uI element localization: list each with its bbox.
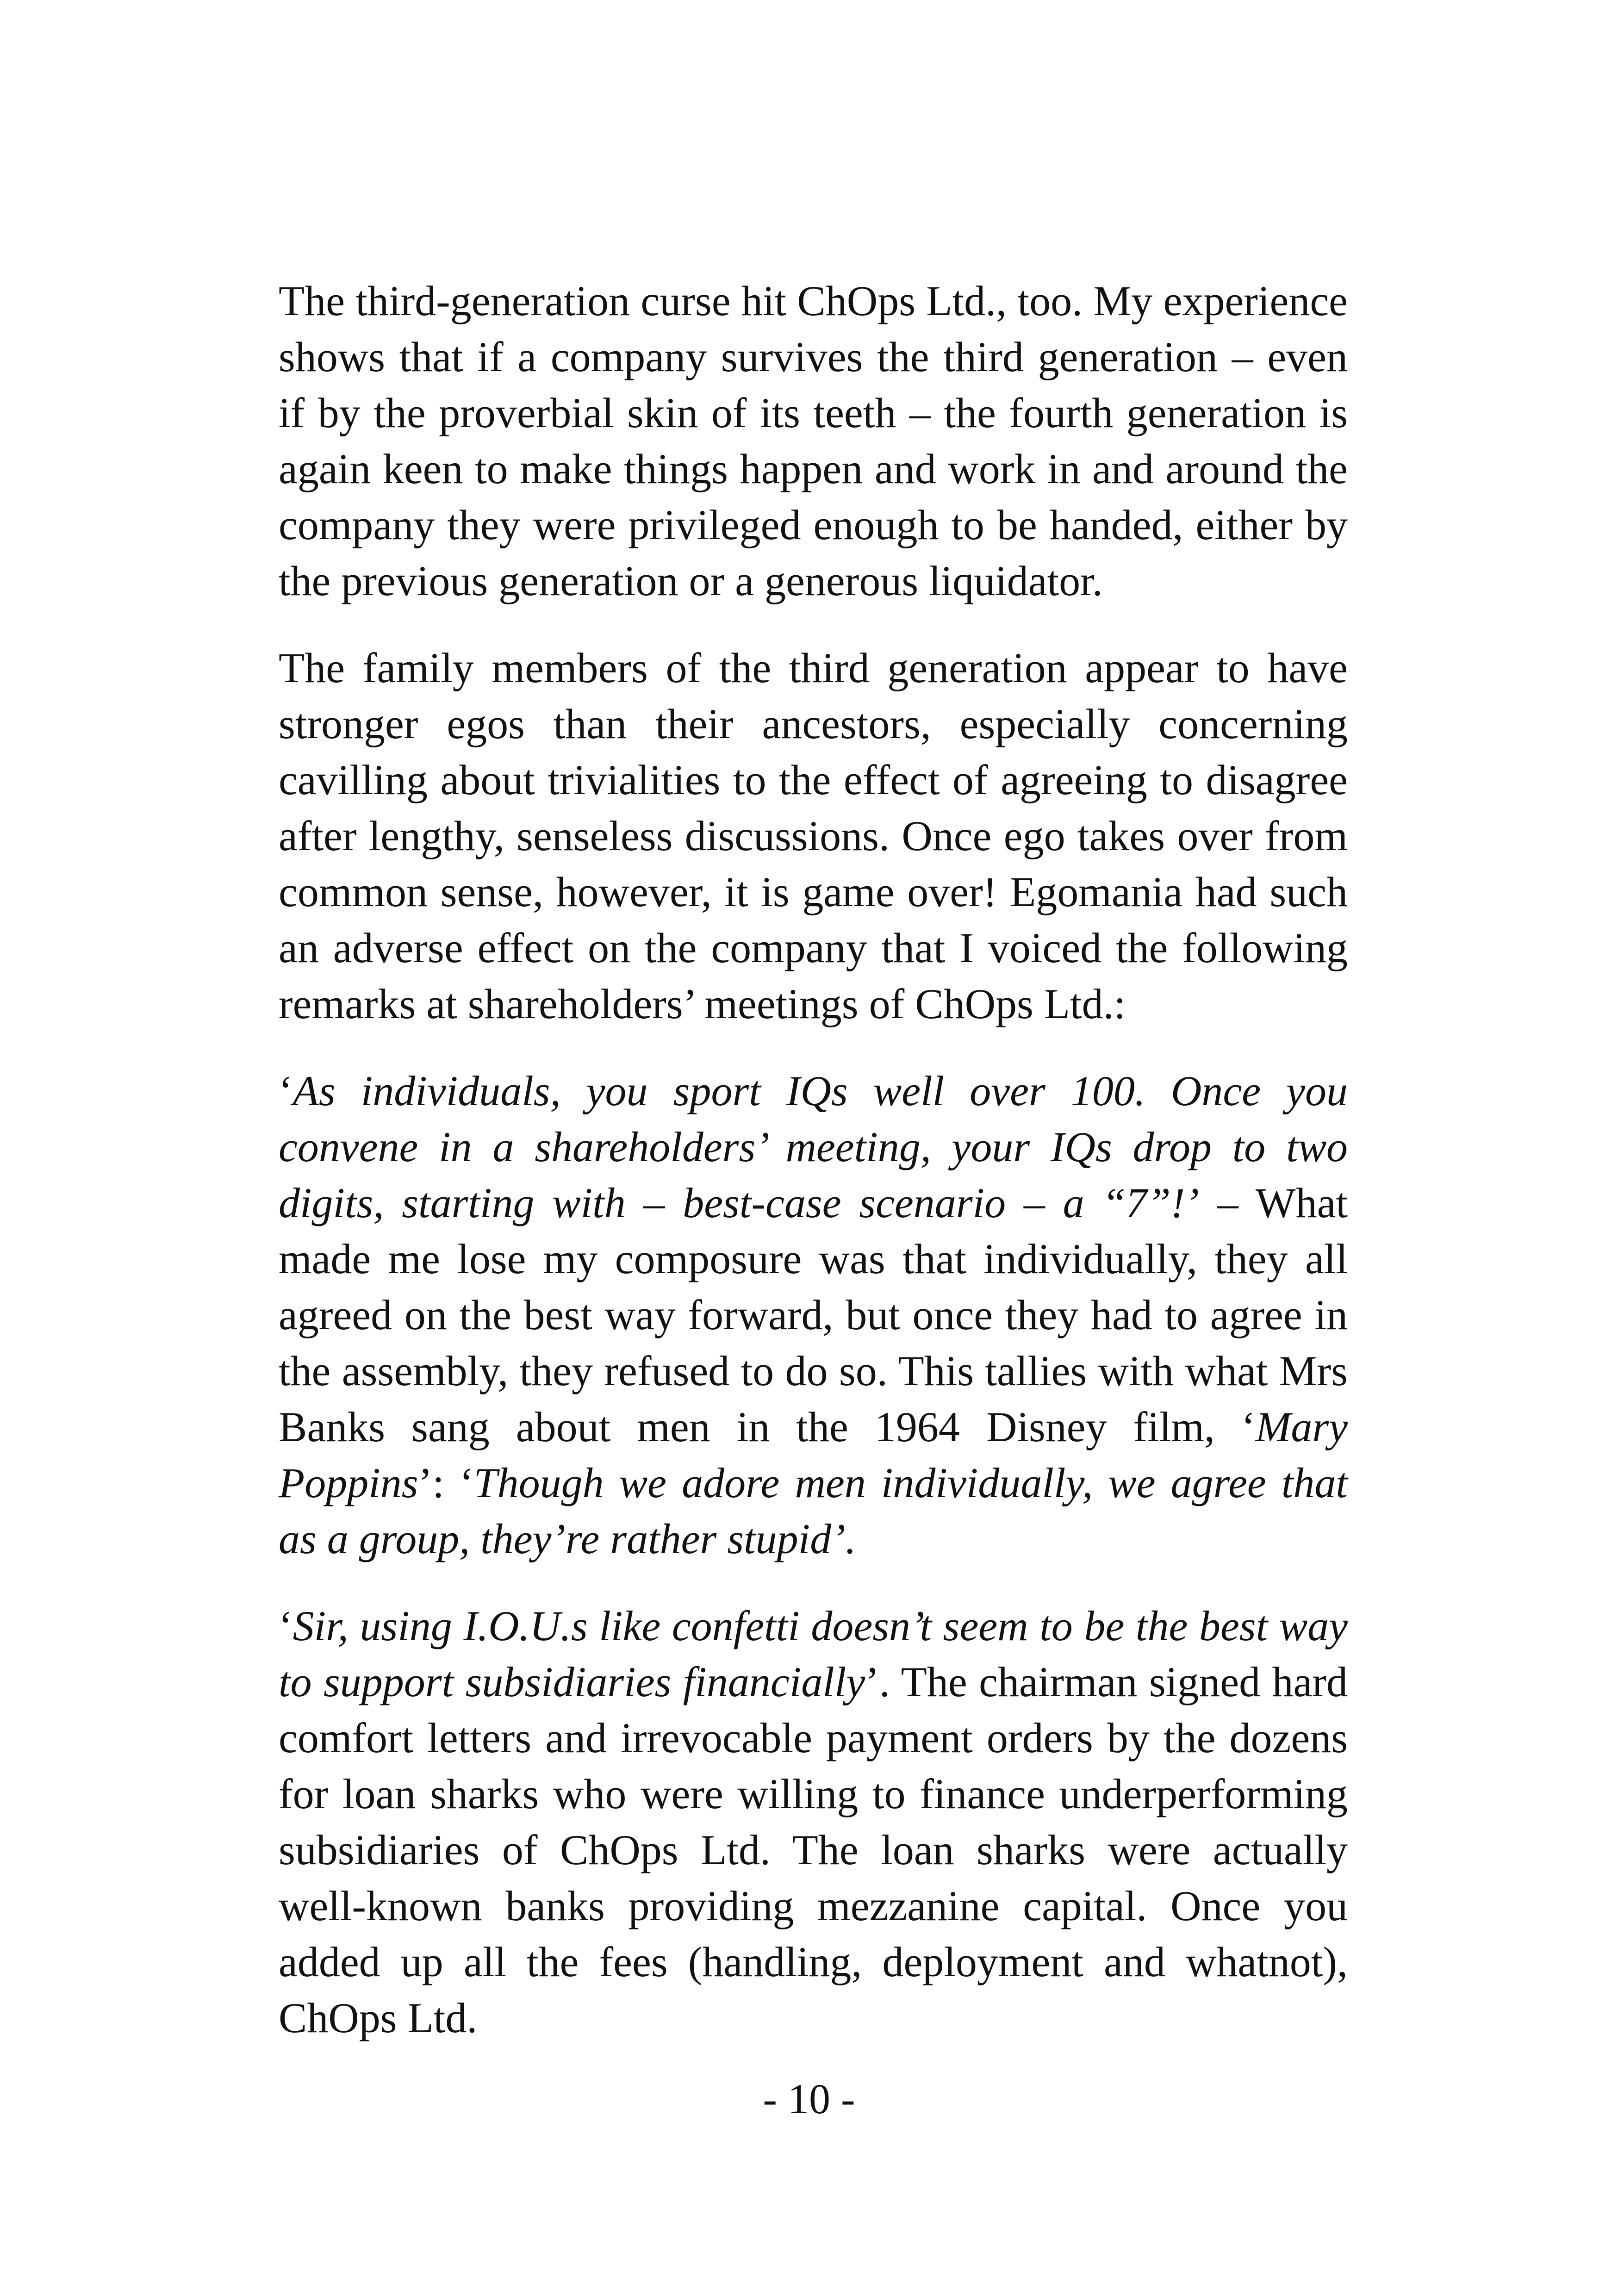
paragraph-text: ’: ‘ bbox=[418, 1459, 474, 1506]
open-quote: ‘ bbox=[279, 1602, 293, 1649]
paragraph-text: – What made me lose my composure was that individually, they all agreed on the best way forward, but once they had to agree in the assembly, they refused to do so. This tallies with what Mrs Banks sang about men in the 1964 Disney film, ‘ bbox=[279, 1179, 1348, 1450]
paragraph-egomania bbox=[279, 640, 1348, 1032]
body-text bbox=[279, 273, 1348, 2046]
film-title: Mary Poppins bbox=[279, 1403, 1348, 1506]
page-number: - 10 - bbox=[763, 2075, 855, 2122]
paragraph-text: ’. The chairman signed hard comfort letters and irrevocable payment orders by the dozens for loan sharks who were willing to finance underperforming subsidiaries of ChOps Ltd. The loan sharks were actually well-known banks providing mezzanine capital. Once you added up all the fees (handling, deployment and whatnot), ChOps Ltd. bbox=[279, 1658, 1348, 2041]
paragraph-text: The family members of the third generation appear to have stronger egos than their ancestors, especially concerning cavilling about trivialities to the effect of agreeing to disagree after lengthy, senseless discussions. Once ego takes over from common sense, however, it is game over! Egomania had such an adverse effect on the company that I voiced the following remarks at shareholders’ meetings of ChOps Ltd.: bbox=[279, 644, 1348, 1027]
quote-iq-remark: As individuals, you sport IQs well over 100. Once you convene in a shareholders’ meeting, your IQs drop to two digits, starting with – best-case scenario – a “7”!’ bbox=[279, 1067, 1348, 1226]
paragraph-text: The third-generation curse hit ChOps Ltd., too. My experience shows that if a company survives the third generation – even if by the proverbial skin of its teeth – the fourth generation is again keen to make things happen and work in and around the company they were privileged enough to be handed, either by the previous generation or a generous liquidator. bbox=[279, 277, 1348, 604]
paragraph-shareholders-iq bbox=[279, 1063, 1348, 1567]
song-quote: Though we adore men individually, we agree that as a group, they’re rather stupid’. bbox=[279, 1459, 1348, 1562]
paragraph-third-generation-curse bbox=[279, 273, 1348, 609]
open-quote: ‘ bbox=[279, 1067, 293, 1114]
quote-iou-remark: Sir, using I.O.U.s like confetti doesn’t seem to be the best way to support subsidiaries financially bbox=[279, 1602, 1348, 1705]
paragraph-iou-confetti bbox=[279, 1598, 1348, 2046]
